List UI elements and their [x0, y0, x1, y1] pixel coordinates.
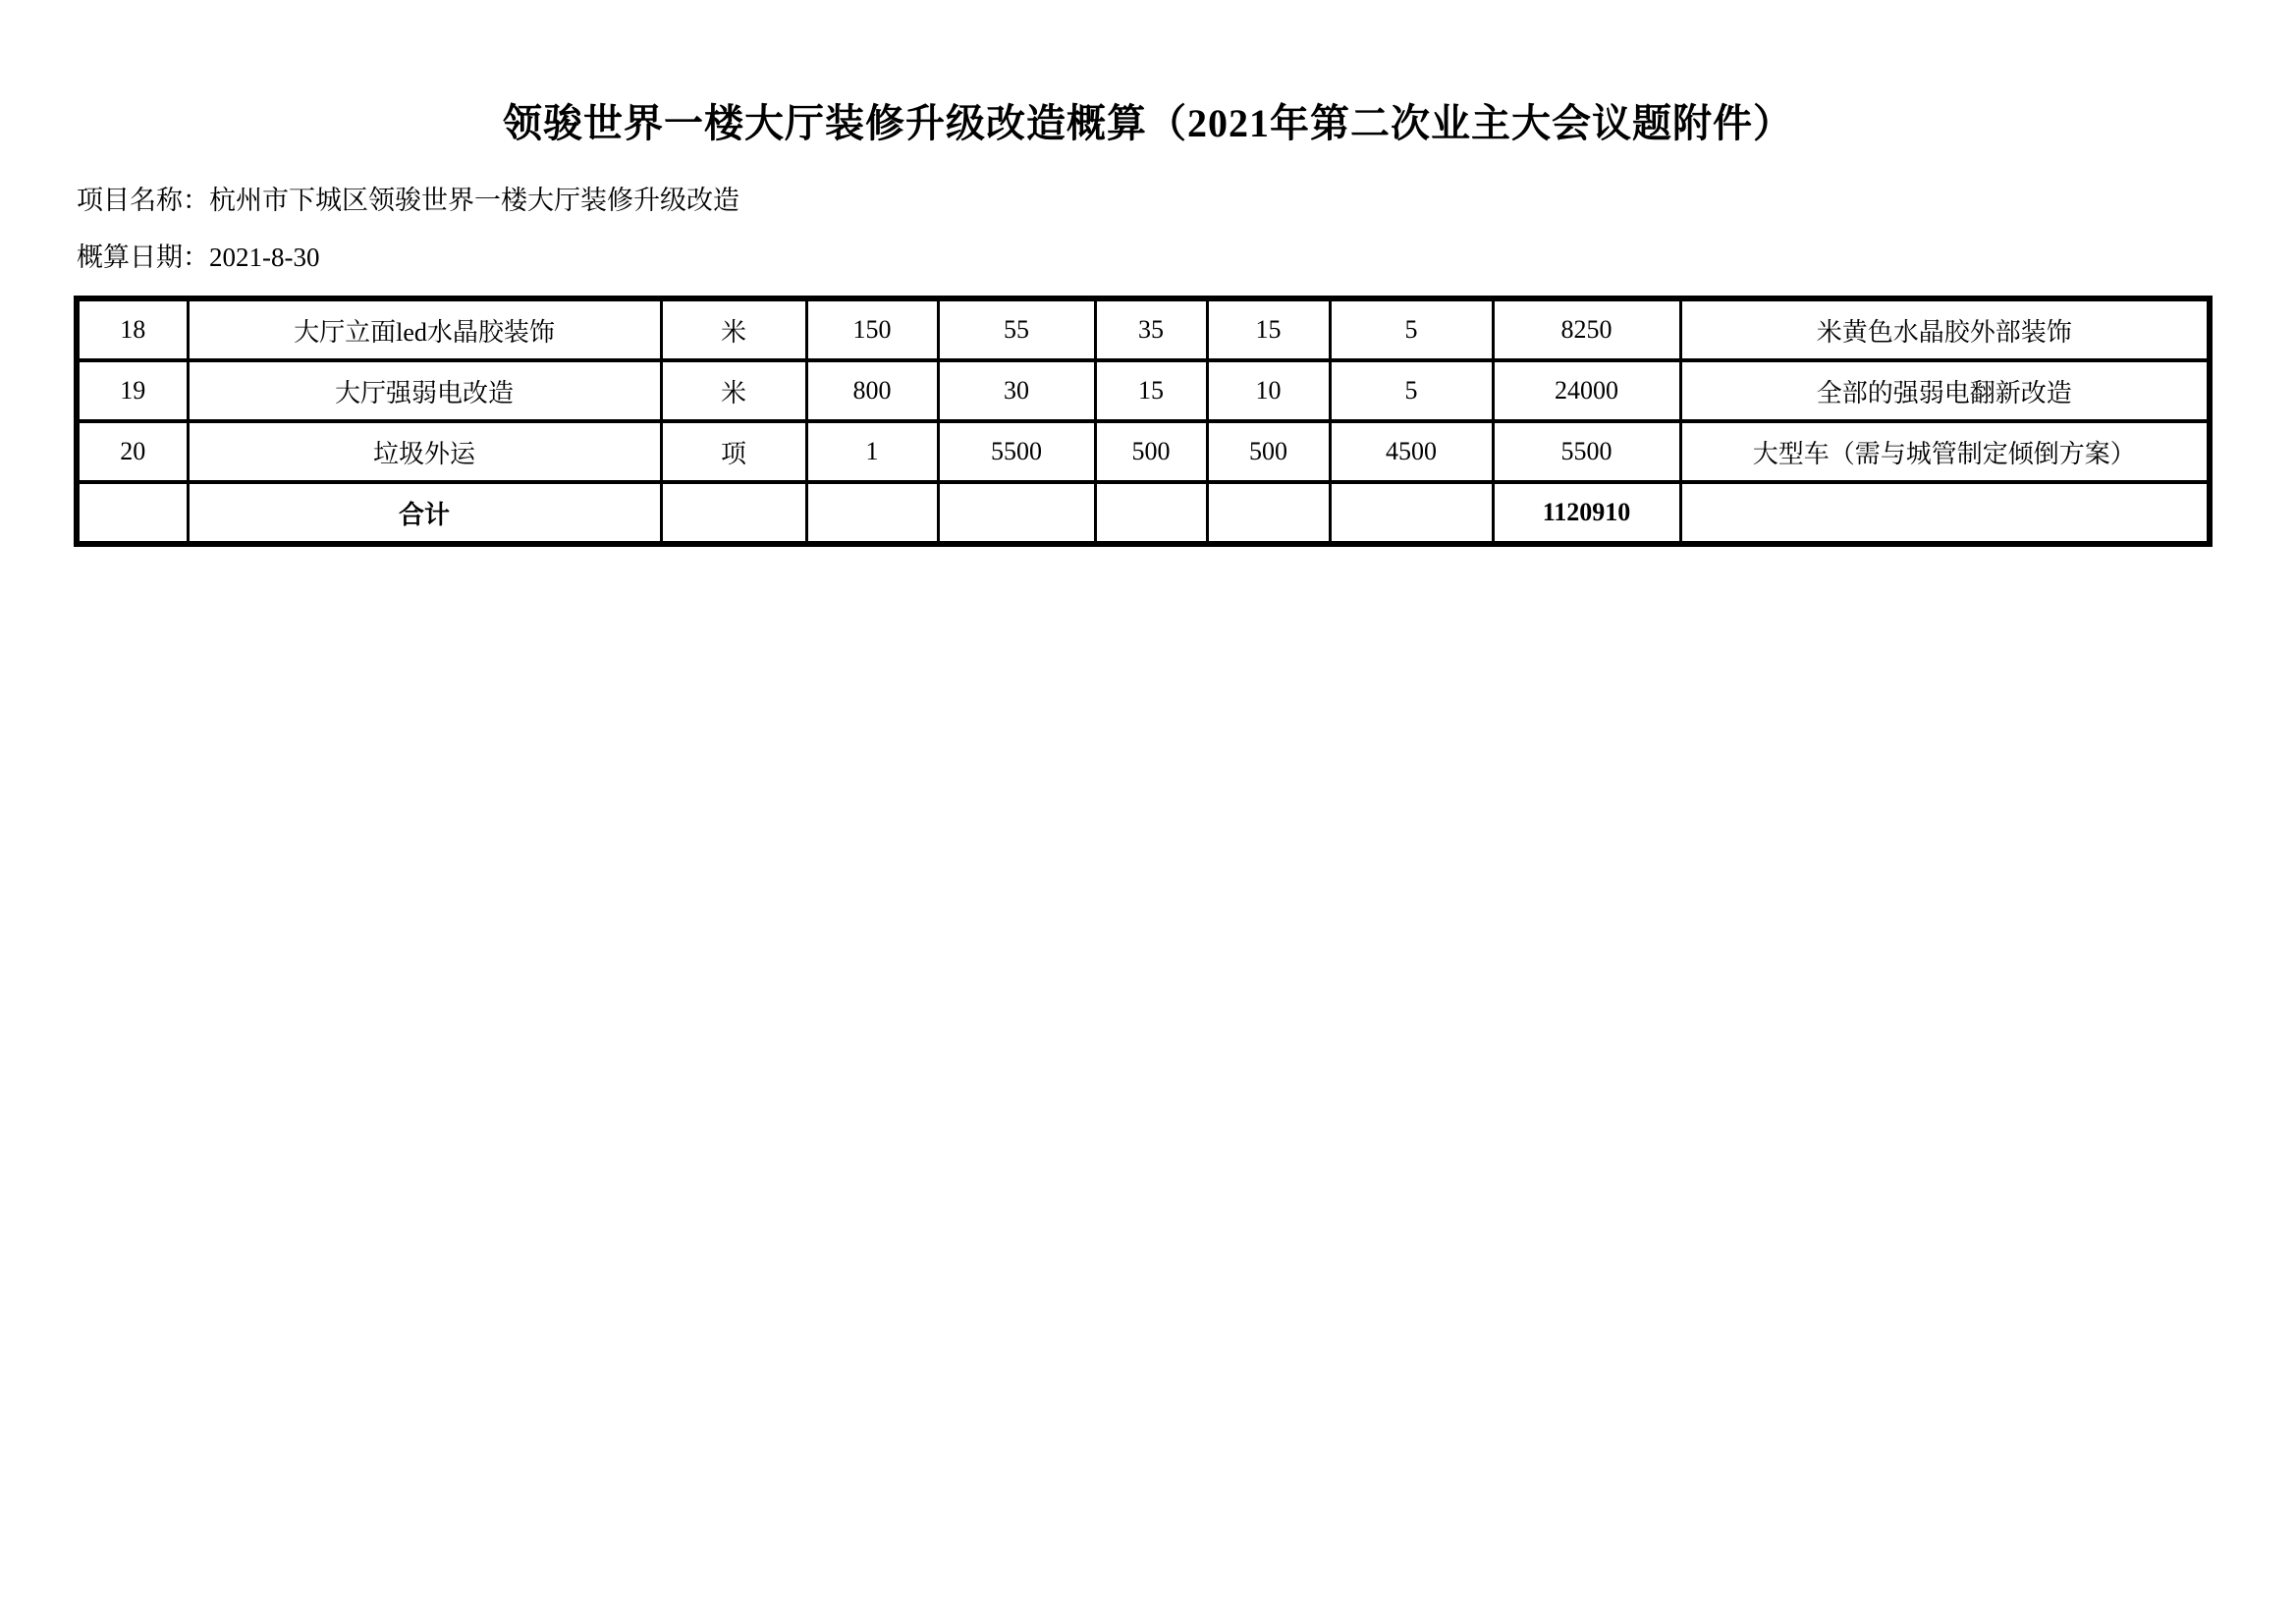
cell-unit: 米 — [661, 360, 806, 421]
estimate-date-line: 概算日期：2021-8-30 — [77, 243, 320, 272]
cell-price-b: 500 — [1207, 421, 1330, 482]
cell-unit-price: 30 — [938, 360, 1095, 421]
cell-total: 5500 — [1493, 421, 1680, 482]
cell-seq: 18 — [77, 298, 188, 360]
cell-price-a: 15 — [1095, 360, 1207, 421]
cell-price-c: 5 — [1330, 298, 1493, 360]
table-row — [77, 298, 2210, 360]
cell-price-empty — [938, 482, 1095, 544]
cell-unit-price: 5500 — [938, 421, 1095, 482]
cell-quantity: 1 — [806, 421, 938, 482]
cell-pa-empty — [1095, 482, 1207, 544]
cell-total: 8250 — [1493, 298, 1680, 360]
total-label: 合计 — [188, 482, 661, 544]
table-row — [77, 421, 2210, 482]
cell-price-a: 500 — [1095, 421, 1207, 482]
cell-qty-empty — [806, 482, 938, 544]
cell-price-c: 4500 — [1330, 421, 1493, 482]
cell-seq: 19 — [77, 360, 188, 421]
cell-remark: 大型车（需与城管制定倾倒方案） — [1680, 421, 2210, 482]
project-name-line: 项目名称：杭州市下城区领骏世界一楼大厅装修升级改造 — [77, 186, 739, 215]
cell-unit: 项 — [661, 421, 806, 482]
cell-pc-empty — [1330, 482, 1493, 544]
cell-remark: 全部的强弱电翻新改造 — [1680, 360, 2210, 421]
cell-price-a: 35 — [1095, 298, 1207, 360]
cell-unit-price: 55 — [938, 298, 1095, 360]
cell-unit: 米 — [661, 298, 806, 360]
cell-quantity: 150 — [806, 298, 938, 360]
cell-price-b: 10 — [1207, 360, 1330, 421]
cell-quantity: 800 — [806, 360, 938, 421]
cell-remark-empty — [1680, 482, 2210, 544]
cell-item-name: 大厅强弱电改造 — [188, 360, 661, 421]
total-row — [77, 482, 2210, 544]
cell-seq: 20 — [77, 421, 188, 482]
table-row — [77, 360, 2210, 421]
cell-price-c: 5 — [1330, 360, 1493, 421]
cell-total: 24000 — [1493, 360, 1680, 421]
document-title: 领骏世界一楼大厅装修升级改造概算（2021年第二次业主大会议题附件） — [503, 101, 1793, 145]
cell-price-b: 15 — [1207, 298, 1330, 360]
grand-total: 1120910 — [1493, 482, 1680, 544]
cell-item-name: 垃圾外运 — [188, 421, 661, 482]
cell-unit-empty — [661, 482, 806, 544]
cell-remark: 米黄色水晶胶外部装饰 — [1680, 298, 2210, 360]
budget-table — [74, 296, 2213, 547]
cell-pb-empty — [1207, 482, 1330, 544]
cell-item-name: 大厅立面led水晶胶装饰 — [188, 298, 661, 360]
cell-seq-empty — [77, 482, 188, 544]
